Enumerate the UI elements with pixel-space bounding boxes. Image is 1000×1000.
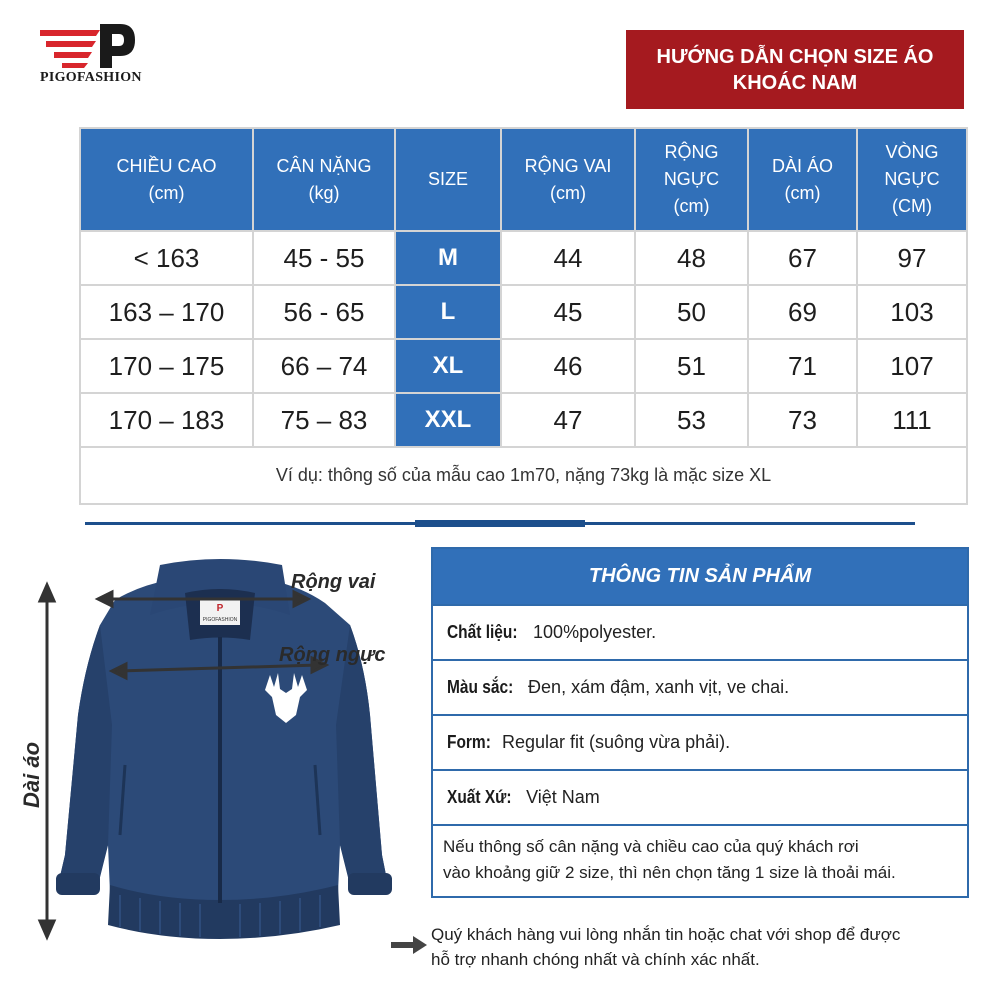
contact-message [431, 922, 991, 972]
svg-text:P: P [216, 603, 224, 614]
size-example-note: Ví dụ: thông số của mẫu cao 1m70, nặng 73kg là mặc size XL [80, 447, 967, 504]
section-divider-accent [415, 520, 585, 527]
jacket-illustration [20, 555, 420, 945]
example-row [80, 447, 967, 504]
info-key: Màu sắc: [447, 677, 514, 697]
cell-chest-circumference: 97 [857, 231, 967, 285]
contact-line-2: hỗ trợ nhanh chóng nhất và chính xác nhất. [431, 950, 760, 969]
cell-shoulder: 45 [501, 285, 635, 339]
title-line-1: HƯỚNG DẪN CHỌN SIZE ÁO [656, 45, 934, 68]
product-info-panel [431, 547, 969, 898]
info-row-origin [433, 769, 967, 824]
header-length: DÀI ÁO (cm) [748, 128, 857, 231]
cell-size: XXL [395, 393, 501, 447]
cell-height: 163 – 170 [80, 285, 253, 339]
note-line-1: Nếu thông số cân nặng và chiều cao của quý khách rơi [443, 837, 859, 856]
cell-size: XL [395, 339, 501, 393]
note-line-2: vào khoảng giữ 2 size, thì nên chọn tăng 1 size là thoải mái. [443, 863, 896, 882]
info-key: Form: [447, 732, 491, 752]
table-row [80, 393, 967, 447]
header-shoulder: RỘNG VAI (cm) [501, 128, 635, 231]
cell-chest-circumference: 107 [857, 339, 967, 393]
info-row-material [433, 604, 967, 659]
cell-height: 170 – 175 [80, 339, 253, 393]
header-height: CHIỀU CAO (cm) [80, 128, 253, 231]
size-chart-table [79, 127, 968, 505]
info-value: Việt Nam [526, 787, 600, 807]
header-size: SIZE [395, 128, 501, 231]
cell-shoulder: 44 [501, 231, 635, 285]
label-shoulder-width: Rộng vai [291, 571, 376, 593]
info-value: Regular fit (suông vừa phải). [502, 732, 731, 752]
cell-length: 73 [748, 393, 857, 447]
page-title [626, 30, 964, 109]
contact-line-1: Quý khách hàng vui lòng nhắn tin hoặc chat với shop để được [431, 925, 901, 944]
cell-shoulder: 46 [501, 339, 635, 393]
info-row-colors [433, 659, 967, 714]
header-chest-circumference: VÒNG NGỰC (CM) [857, 128, 967, 231]
cell-size: L [395, 285, 501, 339]
cell-shoulder: 47 [501, 393, 635, 447]
cell-size: M [395, 231, 501, 285]
cell-length: 67 [748, 231, 857, 285]
cell-weight: 75 – 83 [253, 393, 395, 447]
cell-chest-circumference: 103 [857, 285, 967, 339]
cell-chest-width: 51 [635, 339, 748, 393]
info-value: Đen, xám đậm, xanh vịt, ve chai. [528, 677, 790, 697]
cell-length: 71 [748, 339, 857, 393]
cell-height: < 163 [80, 231, 253, 285]
jacket-tag-brand: PIGOFASHION [202, 617, 238, 623]
info-key: Xuất Xứ: [447, 787, 512, 807]
table-row [80, 285, 967, 339]
product-info-heading: THÔNG TIN SẢN PHẨM [433, 549, 967, 604]
title-line-2: KHOÁC NAM [732, 71, 858, 94]
table-header-row [80, 128, 967, 231]
info-row-form [433, 714, 967, 769]
arrow-right-icon [389, 935, 429, 955]
cell-weight: 45 - 55 [253, 231, 395, 285]
cell-chest-width: 48 [635, 231, 748, 285]
cell-chest-width: 53 [635, 393, 748, 447]
cell-weight: 56 - 65 [253, 285, 395, 339]
table-row [80, 339, 967, 393]
info-key: Chất liệu: [447, 622, 518, 642]
size-advice-note [433, 824, 967, 896]
cell-chest-circumference: 111 [857, 393, 967, 447]
brand-name: PIGOFASHION [40, 70, 142, 85]
label-chest-width: Rộng ngực [279, 644, 386, 666]
header-weight: CÂN NẶNG (kg) [253, 128, 395, 231]
cell-length: 69 [748, 285, 857, 339]
cell-chest-width: 50 [635, 285, 748, 339]
info-value: 100%polyester. [533, 622, 657, 642]
label-jacket-length: Dài áo [19, 741, 44, 809]
cell-weight: 66 – 74 [253, 339, 395, 393]
header-chest-width: RỘNG NGỰC (cm) [635, 128, 748, 231]
cell-height: 170 – 183 [80, 393, 253, 447]
table-row [80, 231, 967, 285]
